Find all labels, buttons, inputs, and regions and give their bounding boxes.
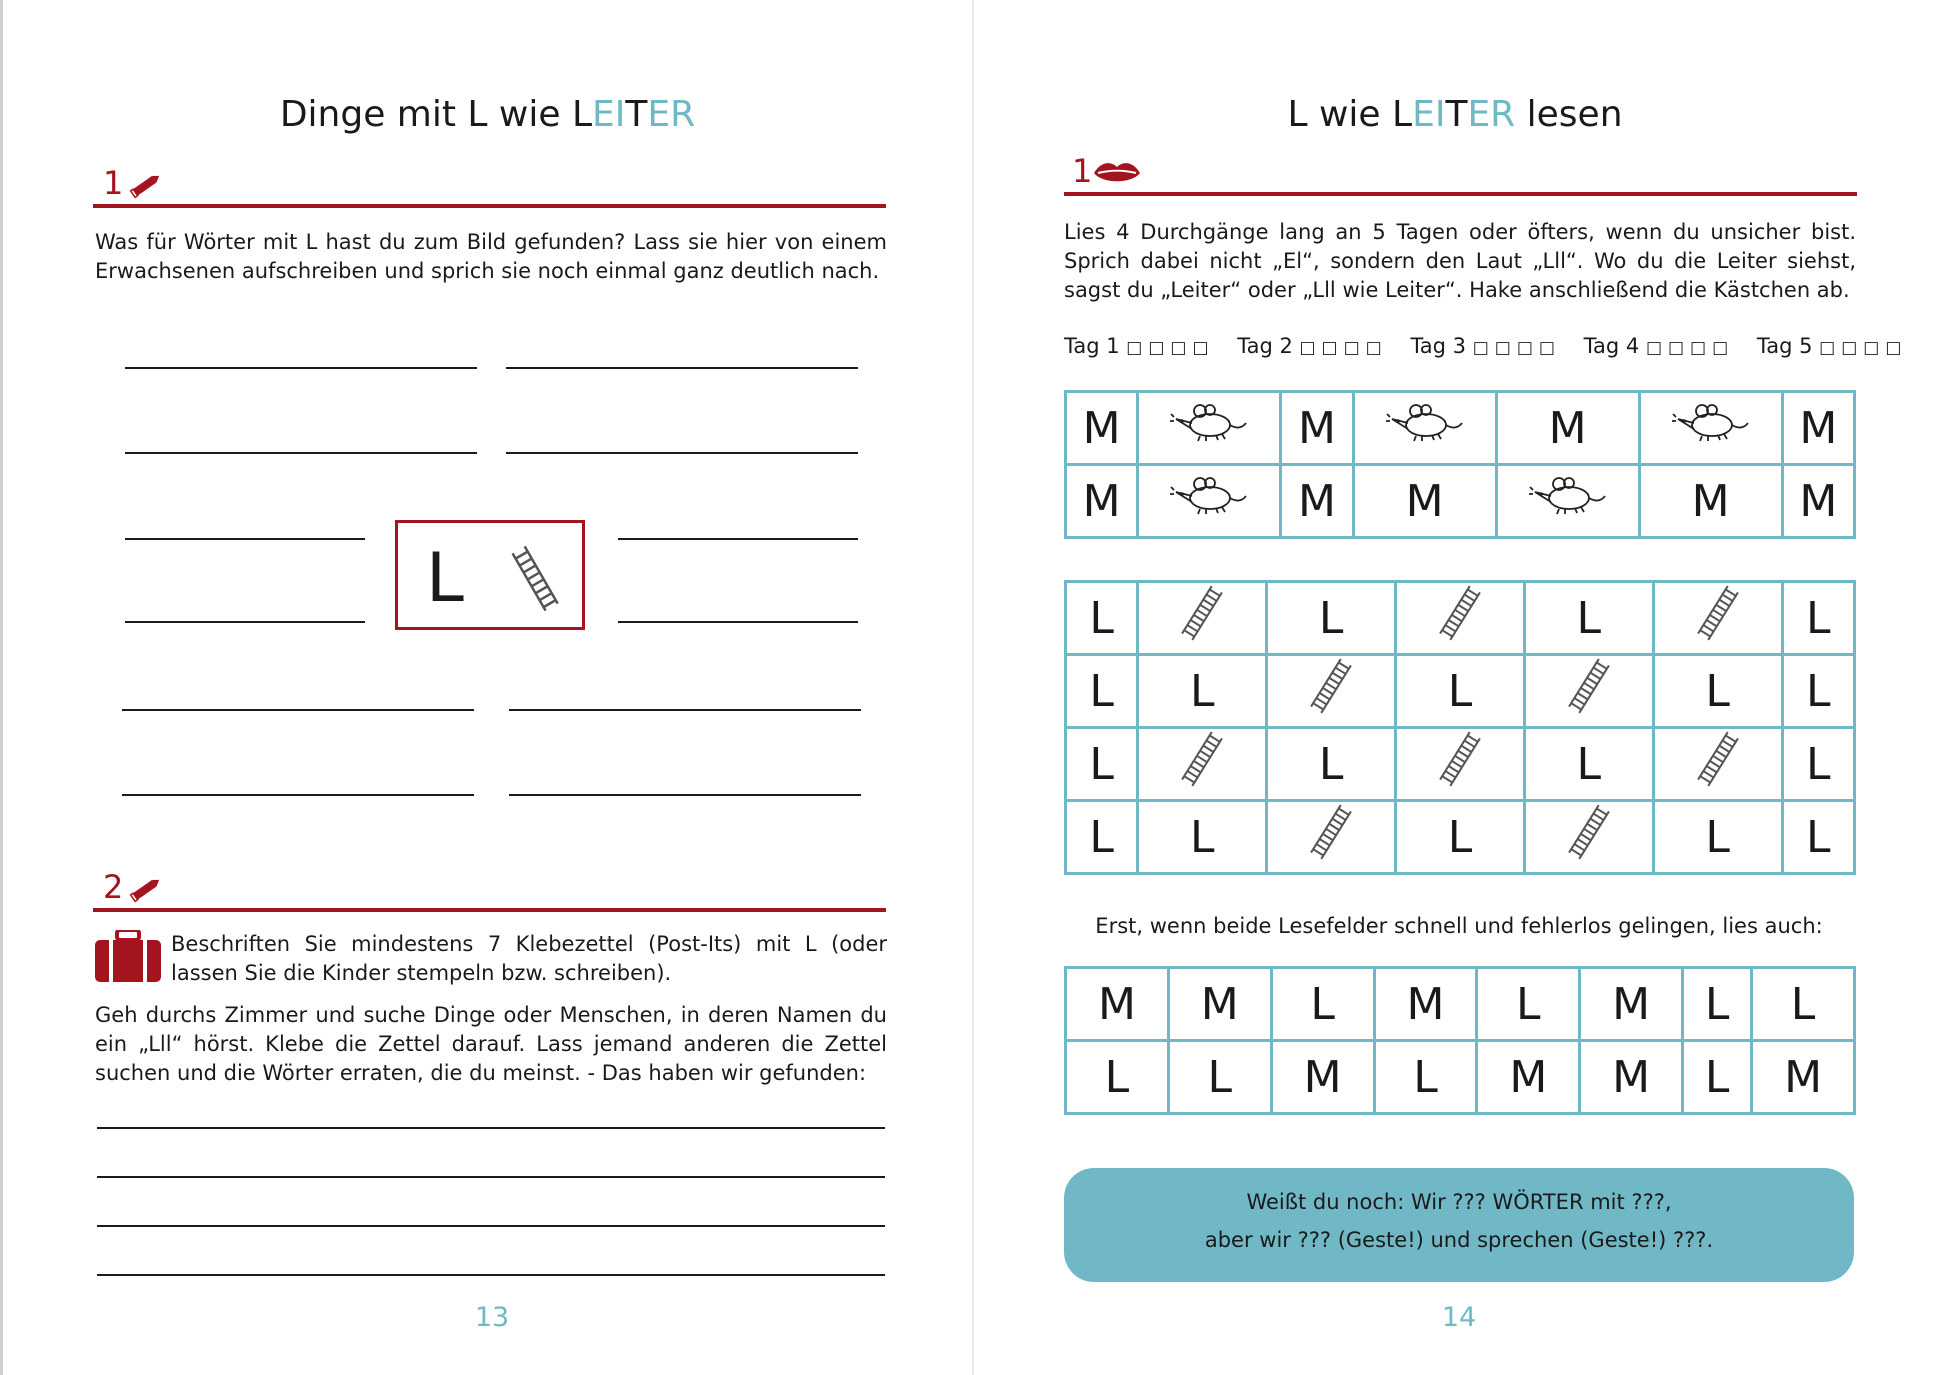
grid-cell [1580, 968, 1683, 1041]
grid-row [1066, 392, 1855, 465]
grid-letter: L [1576, 592, 1602, 644]
grid-cell [1782, 801, 1854, 874]
grid-row [1066, 465, 1855, 538]
grid-cell [1066, 465, 1138, 538]
day-2 [1237, 334, 1388, 358]
title-t: T [625, 94, 648, 135]
grid-cell [1396, 728, 1525, 801]
grid-row [1066, 1041, 1855, 1114]
page-title [968, 94, 1942, 135]
grid-letter: M [1548, 402, 1587, 454]
grid-cell [1271, 968, 1374, 1041]
writing-line[interactable] [618, 538, 858, 540]
section-number: 2 [103, 868, 124, 906]
grid-letter: L [1310, 978, 1335, 1030]
reading-grid-l [1064, 580, 1856, 875]
page-title [3, 94, 972, 135]
day-label: Tag 1 [1064, 334, 1120, 358]
section-2-text: Geh durchs Zimmer und suche Dinge oder Menschen, in deren Namen du ein „Lll“ hörst. Klebe die Zettel darauf. Lass jemand anderen die Zettel suchen und die Wörter erraten, die du meinst. - Das haben wir gefunden: [95, 1003, 887, 1085]
grid-cell [1066, 1041, 1169, 1114]
mouse-icon [1170, 474, 1248, 518]
grid-cell [1396, 582, 1525, 655]
grid-cell [1396, 655, 1525, 728]
writing-line[interactable] [125, 452, 477, 454]
grid-cell [1752, 968, 1855, 1041]
grid-cell [1580, 1041, 1683, 1114]
grid-cell [1639, 465, 1782, 538]
title-accent-e: E [1412, 94, 1435, 135]
grid-cell [1524, 655, 1653, 728]
grid-cell [1138, 582, 1267, 655]
grid-letter: M [1097, 978, 1136, 1030]
grid-cell [1353, 465, 1496, 538]
letter-picture-box [395, 520, 585, 630]
writing-line[interactable] [122, 709, 474, 711]
grid-letter: L [1447, 811, 1473, 863]
page-number: 13 [474, 1302, 510, 1333]
section-1-header [93, 164, 886, 208]
grid-cell [1374, 1041, 1477, 1114]
grid-cell [1477, 1041, 1580, 1114]
reminder-note [1064, 1168, 1854, 1282]
ladder-icon [1437, 584, 1483, 642]
writing-line[interactable] [97, 1225, 885, 1227]
title-suffix: lesen [1515, 94, 1623, 135]
grid-cell [1267, 655, 1396, 728]
grid-letter: M [1799, 402, 1838, 454]
grid-letter: L [1089, 811, 1114, 863]
page-right [972, 0, 1946, 1375]
grid-cell [1138, 801, 1267, 874]
ladder-icon [510, 543, 562, 613]
grid-cell [1639, 392, 1782, 465]
grid-letter: M [1082, 475, 1121, 527]
reading-grid-m [1064, 390, 1856, 539]
grid-letter: M [1298, 475, 1336, 527]
grid-letter: L [1806, 738, 1831, 790]
ladder-icon [1179, 584, 1225, 642]
ladder-icon [1179, 730, 1225, 788]
pencil-icon [129, 170, 163, 200]
writing-line[interactable] [506, 367, 858, 369]
grid-letter: L [1704, 1051, 1730, 1103]
page-left [0, 0, 972, 1375]
writing-line[interactable] [97, 1274, 885, 1276]
day-label: Tag 2 [1237, 334, 1293, 358]
grid-letter: M [1200, 978, 1239, 1030]
writing-line[interactable] [509, 709, 861, 711]
day-1 [1064, 334, 1215, 358]
grid-row [1066, 728, 1855, 801]
grid-cell [1281, 392, 1353, 465]
grid-letter: M [1405, 475, 1444, 527]
mouse-icon [1672, 401, 1750, 445]
ladder-icon [1566, 803, 1612, 861]
title-accent-er: ER [647, 94, 696, 135]
section-1-text: Lies 4 Durchgänge lang an 5 Tagen oder öfters, wenn du unsicher bist. Sprich dabei nicht „El“, sondern den Laut „Lll“. Wo du die Leiter siehst, sagst du „Leiter“ oder „Lll wie Leiter“. Hake anschließend die Kästchen ab. [1064, 220, 1856, 302]
section-number: 1 [103, 164, 124, 202]
grid-cell [1353, 392, 1496, 465]
grid-cell [1168, 1041, 1271, 1114]
parent-instruction: Beschriften Sie mindestens 7 Klebezettel (Post-Its) mit L (oder lassen Sie die Kinder stempeln bzw. schreiben). [171, 932, 887, 985]
grid-cell [1653, 582, 1782, 655]
checkboxes[interactable]: □□□□ [1299, 338, 1388, 358]
grid-row [1066, 582, 1855, 655]
grid-cell [1653, 655, 1782, 728]
day-label: Tag 4 [1583, 334, 1640, 358]
section-2-header [93, 868, 886, 912]
grid-cell [1496, 465, 1639, 538]
grid-letter: M [1612, 1051, 1651, 1103]
grid-cell [1374, 968, 1477, 1041]
grid-letter: M [1509, 1051, 1548, 1103]
grid-letter: L [1207, 1051, 1233, 1103]
grid-cell [1168, 968, 1271, 1041]
day-4 [1584, 334, 1735, 358]
grid-cell [1281, 465, 1353, 538]
grid-letter: L [1104, 1051, 1130, 1103]
grid-cell [1782, 465, 1854, 538]
grid-cell [1138, 728, 1267, 801]
ladder-icon [1695, 730, 1741, 788]
grid-cell [1782, 582, 1854, 655]
grid-letter: M [1691, 475, 1730, 527]
grid-cell [1782, 728, 1854, 801]
grid-cell [1496, 392, 1639, 465]
title-accent-i: I [614, 94, 626, 135]
grid-cell [1782, 392, 1854, 465]
checkboxes[interactable]: □□□□ [1126, 338, 1215, 358]
grid-cell [1267, 801, 1396, 874]
grid-letter: L [1790, 978, 1816, 1030]
grid-letter: M [1612, 978, 1651, 1030]
grid-letter: L [1089, 665, 1114, 717]
grid-letter: L [1806, 811, 1831, 863]
grid-letter: L [1318, 592, 1344, 644]
grid-letter: L [1318, 738, 1344, 790]
grid-cell [1524, 728, 1653, 801]
day-checklist [1064, 334, 1923, 358]
grid-letter: L [1089, 592, 1114, 644]
grid-row [1066, 655, 1855, 728]
grid-cell [1782, 655, 1854, 728]
section-number: 1 [1072, 152, 1093, 190]
title-text: L wie L [1287, 94, 1413, 135]
grid-letter: M [1298, 402, 1336, 454]
title-accent-e: E [592, 94, 615, 135]
grid-cell [1477, 968, 1580, 1041]
page-number: 14 [1441, 1302, 1477, 1333]
grid-cell [1138, 655, 1267, 728]
grid-letter: L [1089, 738, 1114, 790]
mouse-icon [1386, 401, 1464, 445]
writing-line[interactable] [122, 794, 474, 796]
grid-letter: L [1190, 811, 1215, 863]
title-accent-i: I [1434, 94, 1446, 135]
writing-line[interactable] [125, 538, 365, 540]
ladder-icon [1437, 730, 1483, 788]
grid-cell [1524, 801, 1653, 874]
day-label: Tag 5 [1756, 334, 1813, 358]
grid-cell [1066, 968, 1169, 1041]
grid-letter: M [1799, 475, 1838, 527]
note-line-2: aber wir ??? (Geste!) und sprechen (Geste!) ???. [1204, 1228, 1714, 1252]
grid-cell [1653, 728, 1782, 801]
day-3 [1410, 334, 1561, 358]
ladder-icon [1308, 657, 1354, 715]
letter-l: L [426, 539, 464, 618]
checkboxes[interactable]: □□□□ [1645, 338, 1735, 358]
checkboxes[interactable]: □□□□ [1819, 338, 1908, 358]
writing-line[interactable] [125, 621, 365, 623]
writing-line[interactable] [618, 621, 858, 623]
ladder-icon [1566, 657, 1612, 715]
grid-letter: L [1705, 811, 1730, 863]
grid-letter: L [1576, 738, 1602, 790]
grid-letter: M [1406, 978, 1445, 1030]
grid-letter: M [1082, 402, 1121, 454]
grid-row [1066, 968, 1855, 1041]
grid-cell [1267, 728, 1396, 801]
grid-cell [1066, 655, 1138, 728]
grid-cell [1752, 1041, 1855, 1114]
grid-letter: L [1806, 665, 1831, 717]
day-label: Tag 3 [1410, 334, 1467, 358]
pencil-icon [129, 874, 163, 904]
grid-cell [1683, 1041, 1752, 1114]
grid-cell [1066, 392, 1138, 465]
grid-letter: L [1447, 665, 1473, 717]
grid-cell [1524, 582, 1653, 655]
mouse-icon [1529, 474, 1607, 518]
writing-line[interactable] [97, 1127, 885, 1129]
grid-cell [1267, 582, 1396, 655]
grid-cell [1396, 801, 1525, 874]
grid-letter: L [1190, 665, 1215, 717]
grid-letter: L [1516, 978, 1541, 1030]
grid-cell [1066, 728, 1138, 801]
grid-cell [1653, 801, 1782, 874]
suitcase-icon [95, 930, 161, 982]
grid-letter: M [1303, 1051, 1342, 1103]
grid-cell [1683, 968, 1752, 1041]
reading-grid-mixed [1064, 966, 1856, 1115]
day-5 [1757, 334, 1908, 358]
grid-letter: L [1704, 978, 1730, 1030]
lips-icon [1092, 158, 1142, 188]
checkboxes[interactable]: □□□□ [1472, 338, 1561, 358]
ladder-icon [1695, 584, 1741, 642]
title-accent-er: ER [1467, 94, 1516, 135]
grid-letter: L [1806, 592, 1831, 644]
writing-line[interactable] [125, 367, 477, 369]
grid-letter: L [1705, 665, 1730, 717]
title-t: T [1445, 94, 1468, 135]
note-line-1: Weißt du noch: Wir ??? WÖRTER mit ???, [1246, 1190, 1672, 1214]
grid-cell [1271, 1041, 1374, 1114]
writing-line[interactable] [509, 794, 861, 796]
grid-letter: M [1784, 1051, 1823, 1103]
grid-row [1066, 801, 1855, 874]
section-1-header [1064, 152, 1857, 196]
grid-letter: L [1413, 1051, 1438, 1103]
grid-cell [1066, 582, 1138, 655]
grid-cell [1066, 801, 1138, 874]
grid-cell [1138, 465, 1281, 538]
section-1-text: Was für Wörter mit L hast du zum Bild gefunden? Lass sie hier von einem Erwachsenen aufschreiben und sprich sie noch einmal ganz deutlich nach. [95, 230, 887, 283]
mouse-icon [1170, 401, 1248, 445]
ladder-icon [1308, 803, 1354, 861]
writing-line[interactable] [506, 452, 858, 454]
title-text: Dinge mit L wie L [279, 94, 593, 135]
extra-reading-instruction: Erst, wenn beide Lesefelder schnell und fehlerlos gelingen, lies auch: [1095, 914, 1823, 938]
writing-line[interactable] [97, 1176, 885, 1178]
grid-cell [1138, 392, 1281, 465]
